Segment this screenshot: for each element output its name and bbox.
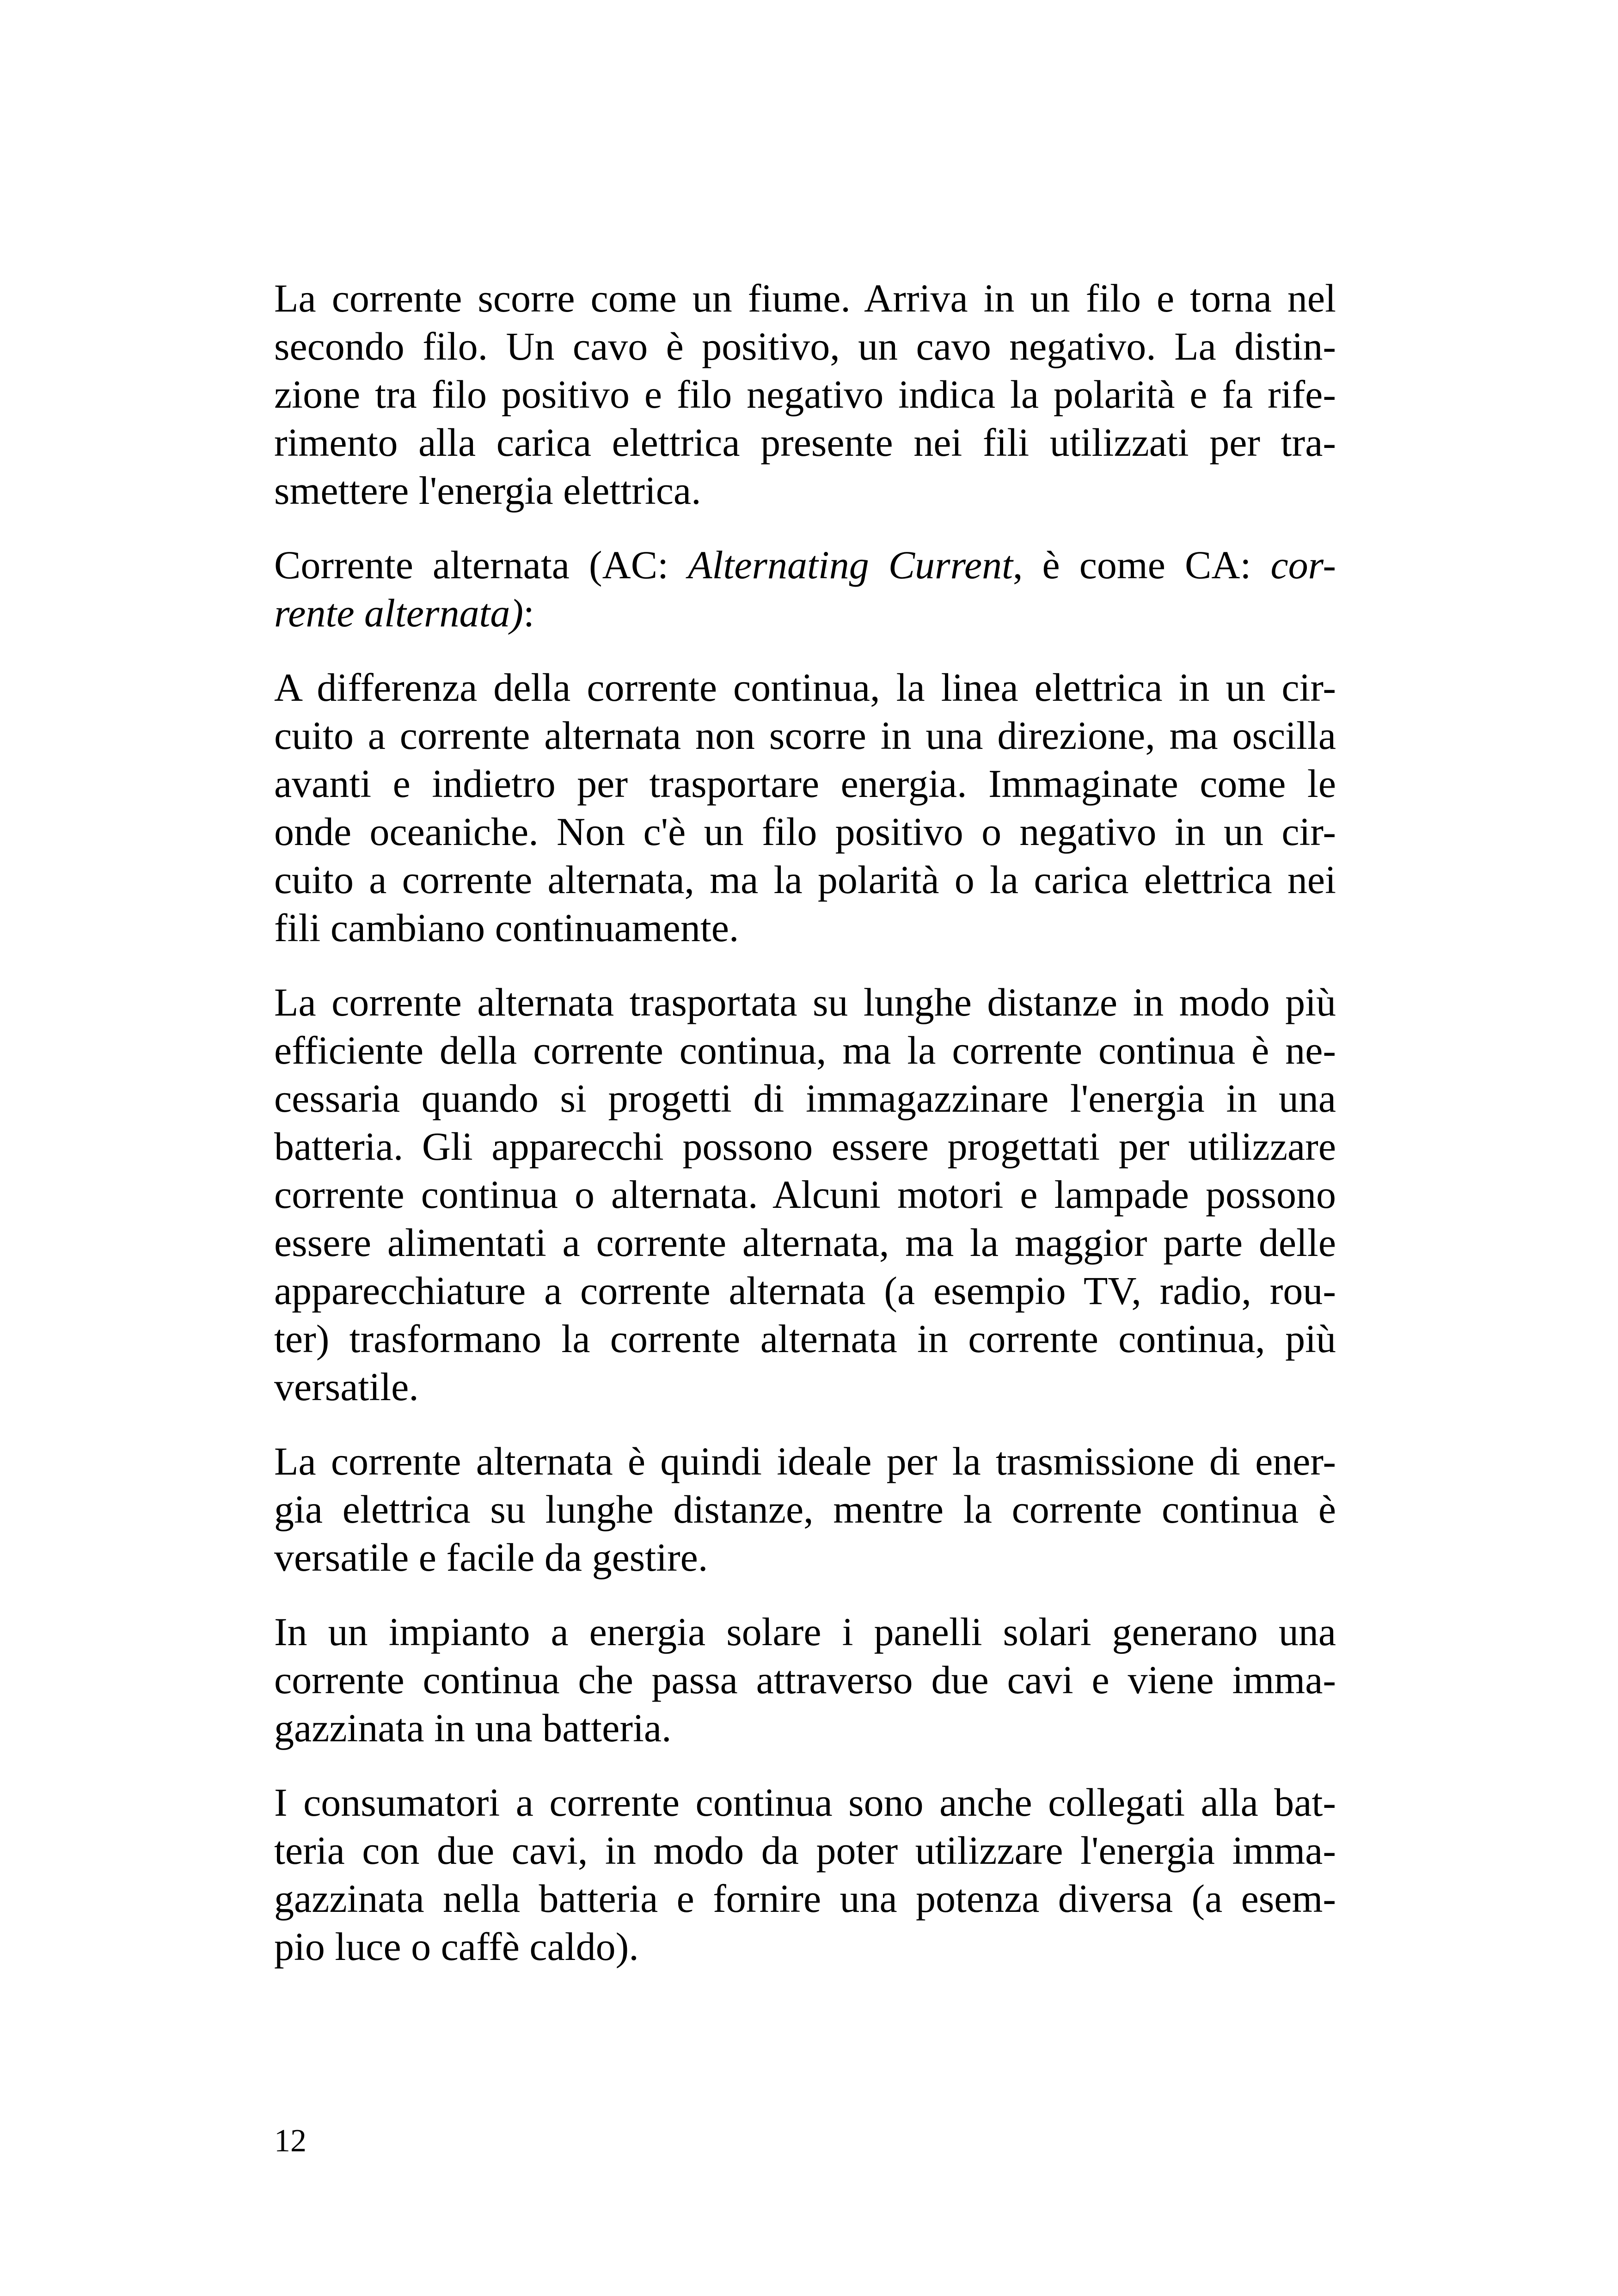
text-segment: gia elettrica su lunghe distanze, mentre la corrente continua è xyxy=(274,1487,1336,1531)
text-line xyxy=(274,1778,1336,1826)
text-line xyxy=(274,1485,1336,1533)
text-segment: I consumatori a corrente continua sono anche collegati alla bat- xyxy=(274,1780,1336,1825)
page-number: 12 xyxy=(274,2123,306,2159)
text-segment-italic: Alternating Current xyxy=(688,543,1013,587)
text-segment: versatile. xyxy=(274,1365,419,1409)
text-segment: , è come CA: xyxy=(1012,543,1271,587)
text-line xyxy=(274,808,1336,856)
text-line xyxy=(274,1218,1336,1267)
text-line xyxy=(274,1437,1336,1485)
text-line xyxy=(274,370,1336,418)
text-segment: La corrente alternata trasportata su lunghe distanze in modo più xyxy=(274,980,1336,1024)
text-line xyxy=(274,322,1336,370)
text-segment: Corrente alternata (AC: xyxy=(274,543,688,587)
text-line xyxy=(274,1170,1336,1218)
text-line xyxy=(274,1923,1336,1971)
text-segment: secondo filo. Un cavo è positivo, un cavo negativo. La distin- xyxy=(274,324,1336,368)
text-segment: versatile e facile da gestire. xyxy=(274,1535,708,1580)
text-line xyxy=(274,1026,1336,1074)
text-segment: corrente continua o alternata. Alcuni motori e lampade possono xyxy=(274,1172,1336,1217)
text-segment: corrente continua che passa attraverso due cavi e viene imma- xyxy=(274,1658,1336,1702)
text-segment: La corrente alternata è quindi ideale per la trasmissione di ener- xyxy=(274,1439,1336,1483)
text-segment: In un impianto a energia solare i panelli solari generano una xyxy=(274,1610,1336,1654)
text-line xyxy=(274,274,1336,322)
paragraph xyxy=(274,1437,1336,1581)
text-line xyxy=(274,978,1336,1026)
text-line xyxy=(274,904,1336,952)
text-line xyxy=(274,1363,1336,1411)
text-segment-italic: cor- xyxy=(1270,543,1336,587)
paragraph xyxy=(274,541,1336,637)
text-line xyxy=(274,759,1336,808)
text-segment: A differenza della corrente continua, la linea elettrica in un cir- xyxy=(274,665,1336,710)
text-segment: pio luce o caffè caldo). xyxy=(274,1924,639,1969)
text-line xyxy=(274,1267,1336,1315)
text-segment: cuito a corrente alternata, ma la polarità o la carica elettrica nei xyxy=(274,857,1336,902)
text-line xyxy=(274,711,1336,759)
text-line xyxy=(274,1874,1336,1923)
text-segment: teria con due cavi, in modo da poter utilizzare l'energia imma- xyxy=(274,1828,1336,1873)
text-segment: onde oceaniche. Non c'è un filo positivo o negativo in un cir- xyxy=(274,809,1336,854)
text-line xyxy=(274,856,1336,904)
paragraph xyxy=(274,978,1336,1411)
text-line xyxy=(274,1315,1336,1363)
text-line xyxy=(274,418,1336,466)
text-segment: essere alimentati a corrente alternata, ma la maggior parte delle xyxy=(274,1220,1336,1265)
text-block xyxy=(274,274,1336,1971)
text-segment: avanti e indietro per trasportare energia. Immaginate come le xyxy=(274,761,1336,806)
paragraph xyxy=(274,1608,1336,1752)
text-segment: gazzinata nella batteria e fornire una potenza diversa (a esem- xyxy=(274,1876,1336,1921)
text-line xyxy=(274,1122,1336,1170)
paragraph xyxy=(274,274,1336,514)
text-line xyxy=(274,1656,1336,1704)
text-segment: : xyxy=(523,591,534,635)
text-line xyxy=(274,1608,1336,1656)
paragraph xyxy=(274,663,1336,952)
text-segment: rimento alla carica elettrica presente nei fili utilizzati per tra- xyxy=(274,420,1336,465)
paragraph xyxy=(274,1778,1336,1971)
text-line xyxy=(274,1533,1336,1581)
text-segment: ter) trasformano la corrente alternata in corrente continua, più xyxy=(274,1316,1336,1361)
text-line xyxy=(274,541,1336,589)
text-line xyxy=(274,1074,1336,1122)
text-segment: efficiente della corrente continua, ma la corrente continua è ne- xyxy=(274,1028,1336,1072)
text-line xyxy=(274,1704,1336,1752)
text-segment: apparecchiature a corrente alternata (a esempio TV, radio, rou- xyxy=(274,1268,1336,1313)
text-segment: smettere l'energia elettrica. xyxy=(274,468,701,513)
text-line xyxy=(274,1826,1336,1874)
text-segment: La corrente scorre come un fiume. Arriva in un filo e torna nel xyxy=(274,276,1336,320)
text-line xyxy=(274,663,1336,711)
text-segment: zione tra filo positivo e filo negativo indica la polarità e fa rife- xyxy=(274,372,1336,416)
text-segment: gazzinata in una batteria. xyxy=(274,1706,672,1750)
text-segment: fili cambiano continuamente. xyxy=(274,906,739,950)
text-segment: batteria. Gli apparecchi possono essere progettati per utilizzare xyxy=(274,1124,1336,1169)
text-segment: cessaria quando si progetti di immagazzinare l'energia in una xyxy=(274,1076,1336,1120)
text-line xyxy=(274,589,1336,637)
text-segment: cuito a corrente alternata non scorre in una direzione, ma oscilla xyxy=(274,713,1336,758)
text-line xyxy=(274,466,1336,514)
text-segment-italic: rente alternata) xyxy=(274,591,523,635)
